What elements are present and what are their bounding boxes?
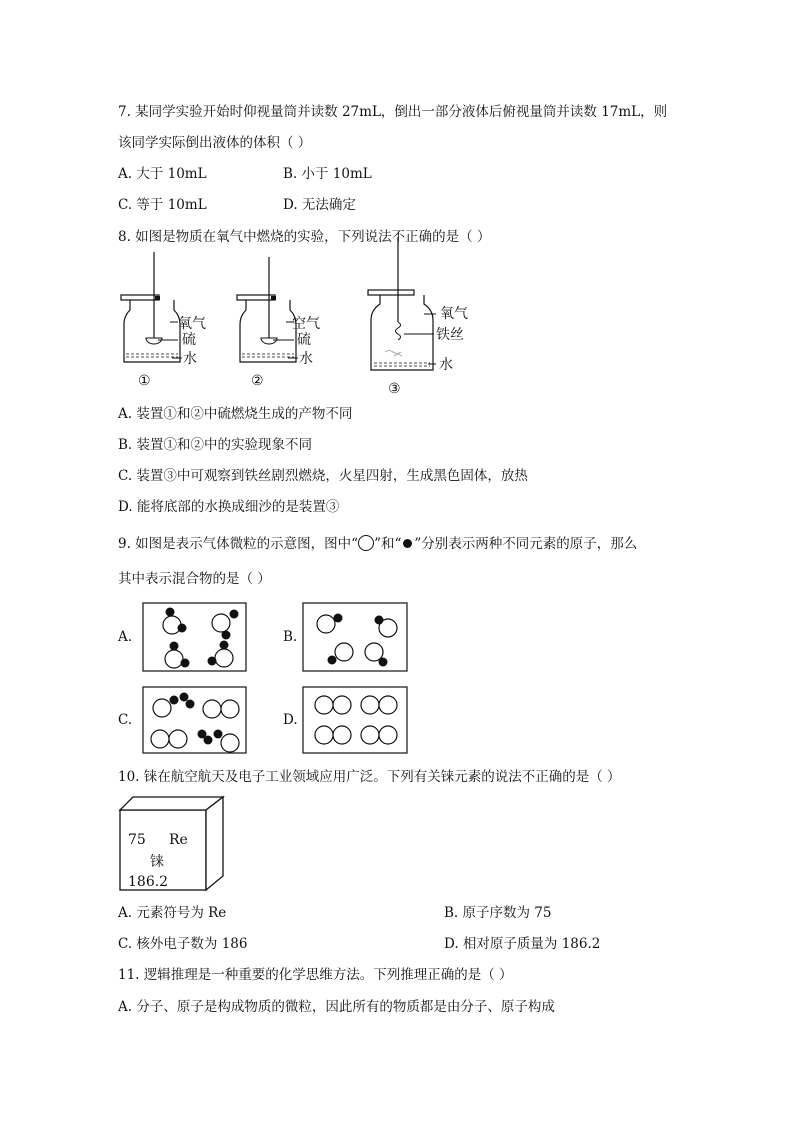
q10-option-b: B. 原子序数为 75 xyxy=(444,905,552,921)
element-symbol: Re xyxy=(169,832,188,848)
bottle-2-gas-label: 空气 xyxy=(292,316,320,332)
q10-option-c: C. 核外电子数为 186 xyxy=(118,936,248,952)
q8-option-c: C. 装置③中可观察到铁丝剧烈燃烧，火星四射，生成黑色固体，放热 xyxy=(118,468,528,484)
q10-option-d: D. 相对原子质量为 186.2 xyxy=(444,936,601,952)
q7-stem-line2: 该同学实际倒出液体的体积（ ） xyxy=(118,135,312,151)
q7-stem-line1: 7. 某同学实验开始时仰视量筒并读数 27mL，倒出一部分液体后俯视量筒并读数 17mL，则 xyxy=(118,104,668,120)
q10-option-a: A. 元素符号为 Re xyxy=(118,905,227,921)
bottle-2 xyxy=(237,257,320,389)
q7-option-c: C. 等于 10mL xyxy=(118,197,207,213)
filled-circle-icon xyxy=(403,539,412,548)
q9-option-c-label: C. xyxy=(118,712,133,728)
q9-option-b-label: B. xyxy=(283,629,298,645)
q9-stem-part3: ”分别表示两种不同元素的原子，那么 xyxy=(414,536,638,552)
q8-stem: 8. 如图是物质在氧气中燃烧的实验，下列说法不正确的是（ ） xyxy=(118,229,491,245)
q8-apparatus-figure xyxy=(0,252,794,412)
q8-option-d: D. 能将底部的水换成细沙的是装置③ xyxy=(118,499,340,515)
particle-box-d xyxy=(303,687,407,753)
q9-particle-figures xyxy=(0,600,794,770)
bottle-3 xyxy=(368,237,468,397)
bottle-1-gas-label: 氧气 xyxy=(178,316,206,332)
particle-box-a xyxy=(143,603,246,671)
bottle-2-sulfur-label: 硫 xyxy=(297,332,311,348)
q9-stem-line1 xyxy=(118,535,637,553)
particle-box-c xyxy=(143,687,246,753)
bottle-1-sulfur-label: 硫 xyxy=(182,332,196,348)
q10-stem: 10. 铼在航空航天及电子工业领域应用广泛。下列有关铼元素的说法不正确的是（ ） xyxy=(118,769,621,785)
particle-box-b xyxy=(303,603,407,671)
q9-stem-part1: 9. 如图是表示气体微粒的示意图，图中“ xyxy=(118,536,359,552)
q7-option-b: B. 小于 10mL xyxy=(283,166,372,182)
bottle-2-water-label: 水 xyxy=(299,351,313,367)
q9-option-a-label: A. xyxy=(118,629,133,645)
bottle-1-water-label: 水 xyxy=(183,351,197,367)
q9-option-d-label: D. xyxy=(283,712,298,728)
atomic-mass: 186.2 xyxy=(128,874,169,890)
element-name: 铼 xyxy=(150,854,164,870)
q11-stem: 11. 逻辑推理是一种重要的化学思维方法。下列推理正确的是（ ） xyxy=(118,967,513,983)
q9-stem-line2: 其中表示混合物的是（ ） xyxy=(118,571,271,587)
open-circle-icon xyxy=(358,535,374,551)
bottle-1-number: ① xyxy=(138,373,151,389)
q7-option-a: A. 大于 10mL xyxy=(118,166,207,182)
q11-option-a: A. 分子、原子是构成物质的微粒，因此所有的物质都是由分子、原子构成 xyxy=(118,999,555,1015)
element-cell-rhenium xyxy=(115,796,235,896)
bottle-2-number: ② xyxy=(251,373,264,389)
q9-stem-part2: ”和“ xyxy=(374,536,402,552)
bottle-3-iron-wire-label: 铁丝 xyxy=(436,327,464,343)
bottle-3-gas-label: 氧气 xyxy=(440,306,468,322)
atomic-number: 75 xyxy=(128,832,146,848)
bottle-3-water-label: 水 xyxy=(439,357,453,373)
bottle-1 xyxy=(121,252,206,389)
q8-option-a: A. 装置①和②中硫燃烧生成的产物不同 xyxy=(118,406,353,422)
bottle-3-number: ③ xyxy=(388,381,401,397)
q7-option-d: D. 无法确定 xyxy=(283,197,356,213)
q8-option-b: B. 装置①和②中的实验现象不同 xyxy=(118,437,313,453)
